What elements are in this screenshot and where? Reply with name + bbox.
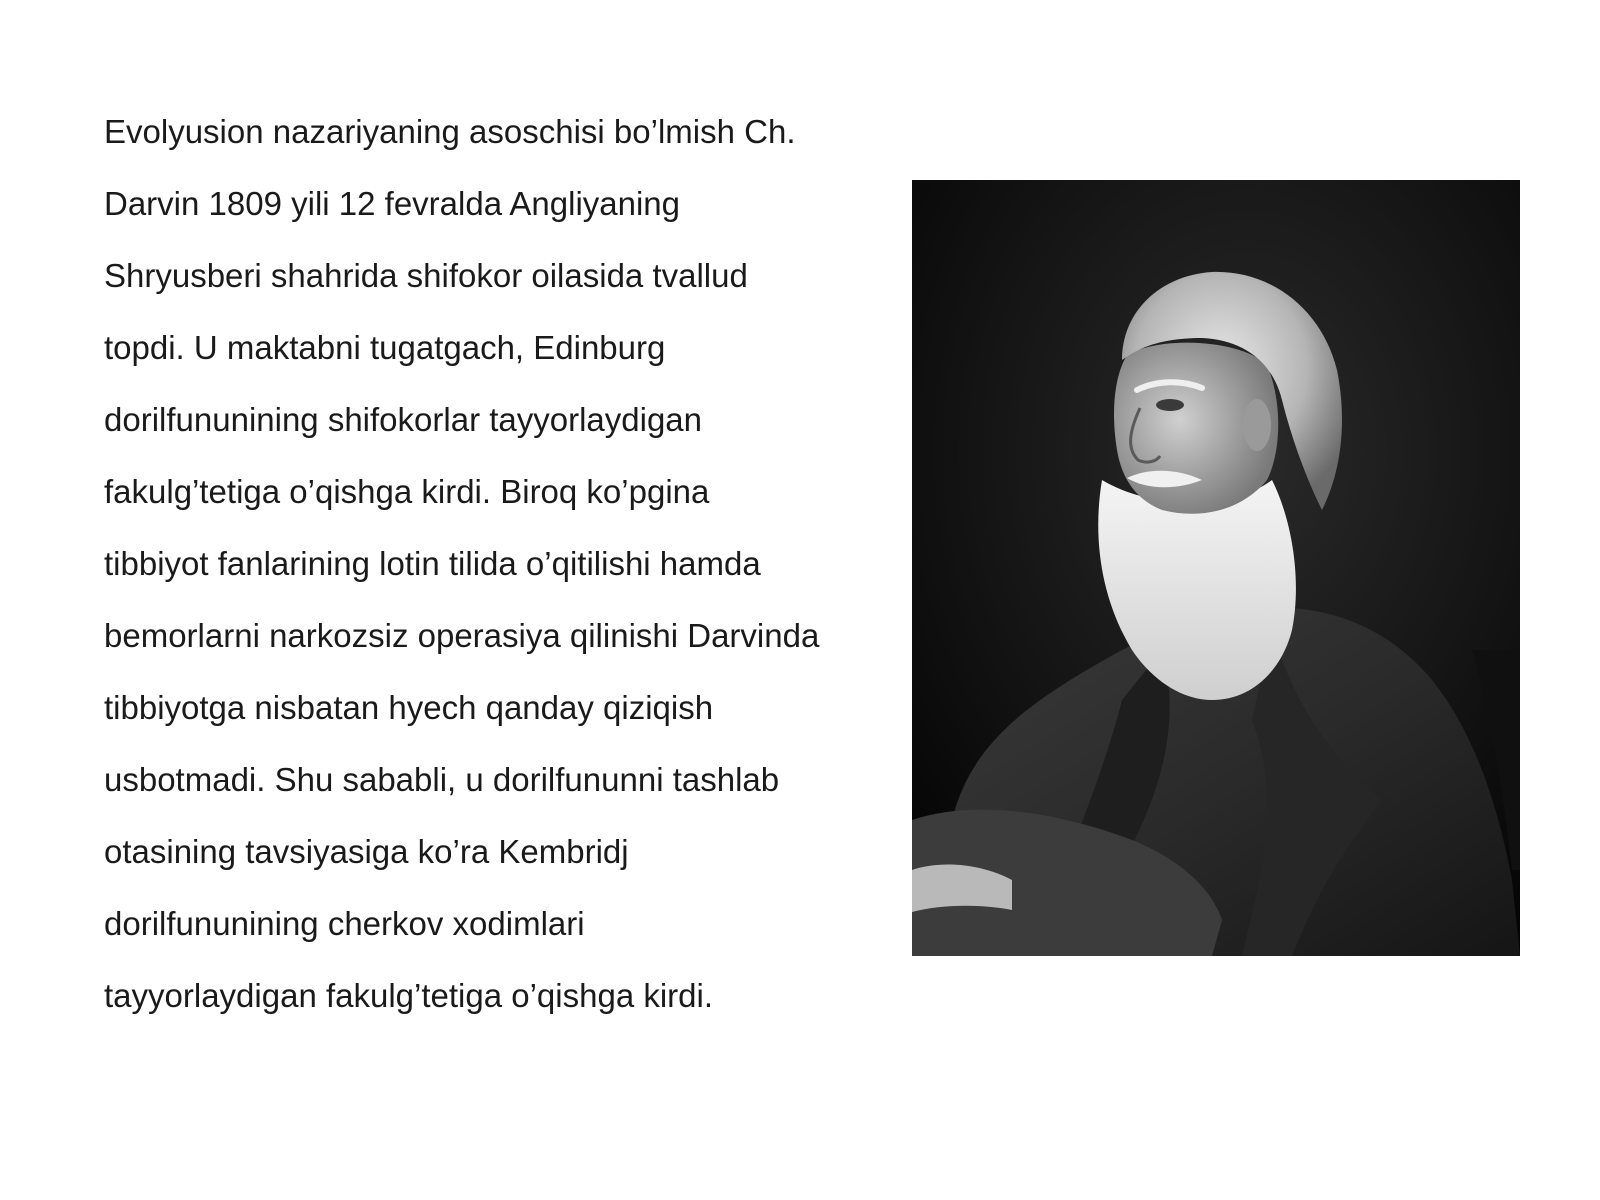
body-line: Evolyusion nazariyaning asoschisi bo’lmish Ch. [104, 113, 796, 150]
body-line: tibbiyot fanlarining lotin tilida o’qitilishi hamda [104, 545, 761, 582]
body-line: fakulg’tetiga o’qishga kirdi. Biroq ko’pgina [104, 473, 710, 510]
portrait-illustration [912, 180, 1520, 956]
portrait-photo [912, 180, 1520, 956]
body-line: usbotmadi. Shu sababli, u dorilfununni tashlab [104, 761, 780, 798]
eye [1156, 399, 1184, 411]
body-line: dorilfununining shifokorlar tayyorlaydigan [104, 401, 703, 438]
body-line: Darvin 1809 yili 12 fevralda Angliyaning [104, 185, 681, 222]
body-line: tayyorlaydigan fakulg’tetiga o’qishga kirdi. [104, 977, 714, 1014]
body-line: tibbiyotga nisbatan hyech qanday qiziqish [104, 689, 714, 726]
body-line: dorilfununining cherkov xodimlari [104, 905, 585, 942]
body-line: Shryusberi shahrida shifokor oilasida tvallud [104, 257, 748, 294]
ear [1243, 399, 1271, 451]
body-line: otasining tavsiyasiga ko’ra Kembridj [104, 833, 629, 870]
body-text [104, 96, 904, 1032]
body-line: topdi. U maktabni tugatgach, Edinburg [104, 329, 666, 366]
body-line: bemorlarni narkozsiz operasiya qilinishi Darvinda [104, 617, 820, 654]
